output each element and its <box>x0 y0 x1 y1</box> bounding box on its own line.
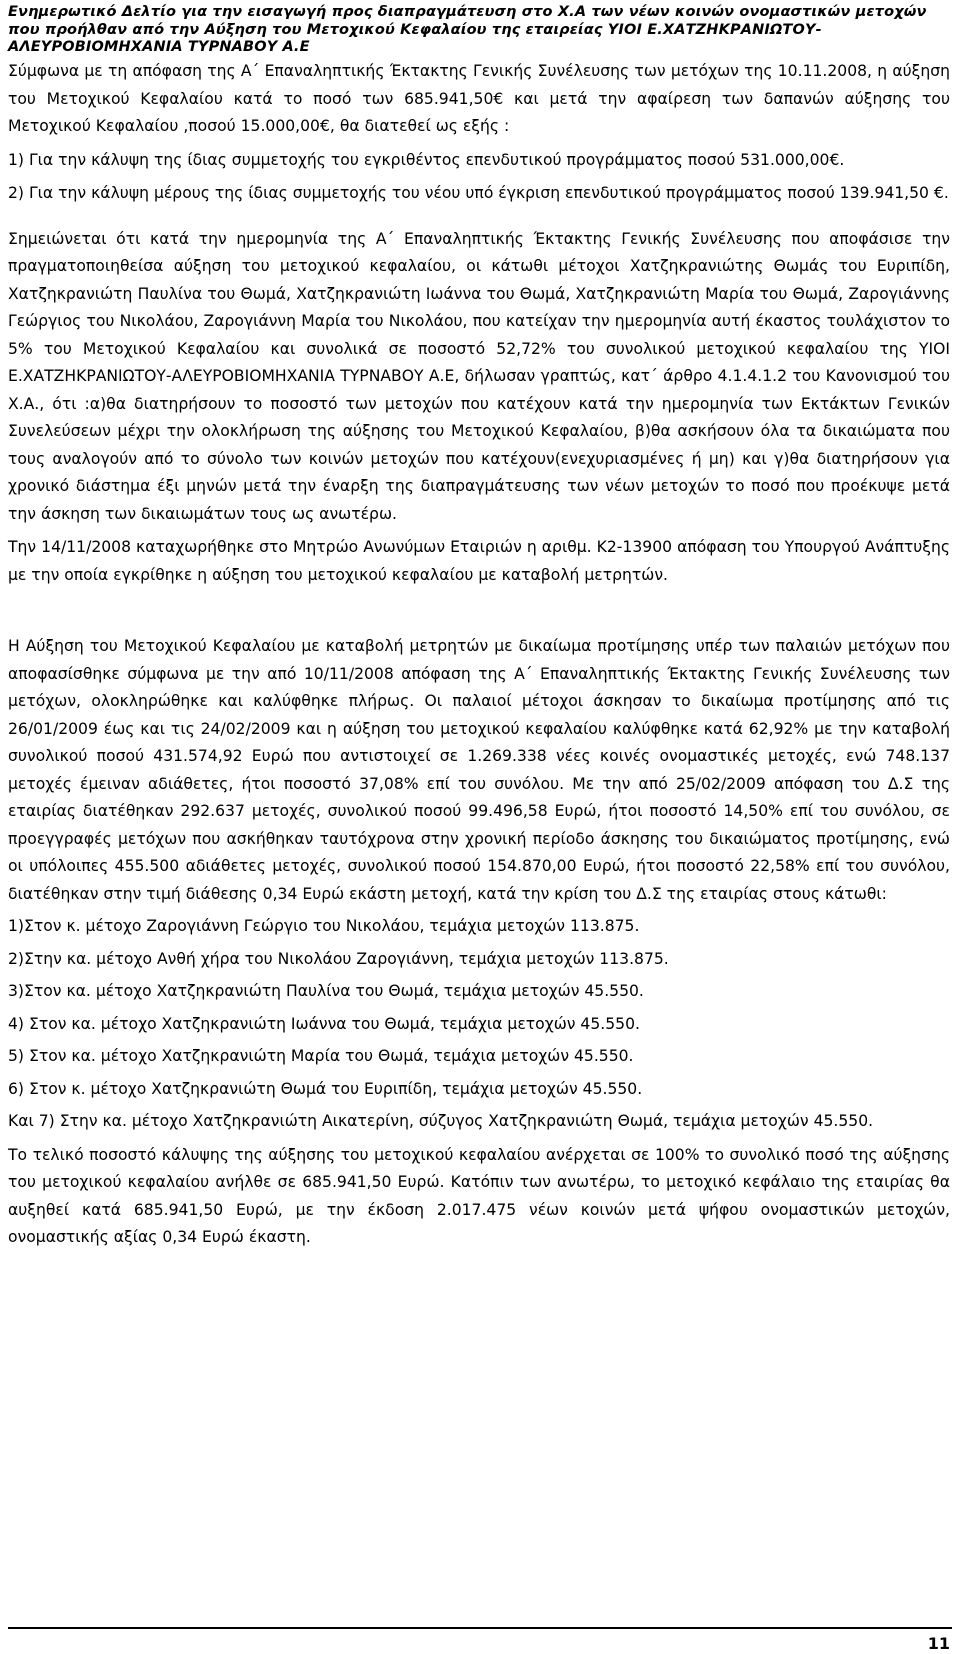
footer-divider <box>8 1627 952 1629</box>
list-item-allocation-7: Και 7) Στην κα. μέτοχο Χατζηκρανιώτη Αικατερίνη, σύζυγος Χατζηκρανιώτη Θωμά, τεμάχια μετοχών 45.550. <box>8 1112 874 1130</box>
paragraph-registration: Την 14/11/2008 καταχωρήθηκε στο Μητρώο Ανωνύμων Εταιριών η αριθμ. Κ2-13900 απόφαση του Υπουργού Ανάπτυξης με την οποία εγκρίθηκε η αύξηση του μετοχικού κεφαλαίου με καταβολή μετρητών. <box>8 538 950 584</box>
paragraph-capital-increase-use: Σύμφωνα με τη απόφαση της Α΄ Επαναληπτικής Έκτακτης Γενικής Συνέλευσης των μετόχων της 10.11.2008, η αύξηση του Μετοχικού Κεφαλαίου κατά το ποσό των 685.941,50€ και μετά την αφαίρεση των δαπανών αύξησης του Μετοχικού Κεφαλαίου ,ποσού 15.000,00€, θα διατεθεί ως εξής : <box>8 62 950 135</box>
running-header: Ενημερωτικό Δελτίο για την εισαγωγή προς διαπραγμάτευση στο Χ.Α των νέων κοινών ονομαστικών μετοχών που προήλθαν από την Αύξηση του Μετοχικού Κεφαλαίου της εταιρείας ΥΙΟΙ Ε.ΧΑΤΖΗΚΡΑΝΙΩΤΟΥ-ΑΛΕΥΡΟΒΙΟΜΗΧΑΝΙΑ ΤΥΡΝΑΒΟΥ Α.Ε <box>8 4 927 55</box>
page-number: 11 <box>927 1634 950 1653</box>
list-item-allocation-4: 4) Στον κα. μέτοχο Χατζηκρανιώτη Ιωάννα του Θωμά, τεμάχια μετοχών 45.550. <box>8 1014 640 1033</box>
list-item-allocation-5: 5) Στον κα. μέτοχο Χατζηκρανιώτη Μαρία του Θωμά, τεμάχια μετοχών 45.550. <box>8 1047 634 1065</box>
list-item-allocation-2: 2)Στην κα. μέτοχο Ανθή χήρα του Νικολάου Ζαρογιάννη, τεμάχια μετοχών 113.875. <box>8 949 669 968</box>
paragraph-use-item-1: 1) Για την κάλυψη της ίδιας συμμετοχής του εγκριθέντος επενδυτικού προγράμματος ποσού 531.000,00€. <box>8 150 845 169</box>
paragraph-use-item-2: 2) Για την κάλυψη μέρους της ίδιας συμμετοχής του νέου υπό έγκριση επενδυτικού προγράμματος ποσού 139.941,50 €. <box>8 184 949 202</box>
paragraph-shareholders-declaration: Σημειώνεται ότι κατά την ημερομηνία της Α΄ Επαναληπτικής Έκτακτης Γενικής Συνέλευσης που αποφάσισε την πραγματοποιηθείσα αύξηση του μετοχικού κεφαλαίου, οι κάτωθι μέτοχοι Χατζηκρανιώτης Θωμάς του Ευριπίδη, Χατζηκρανιώτη Παυλίνα του Θωμά, Χατζηκρανιώτη Ιωάννα του Θωμά, Χατζηκρανιώτη Μαρία του Θωμά, Ζαρογιάννης Γεώργιος του Νικολάου, Ζαρογιάννη Μαρία του Νικολάου, που κατείχαν την ημερομηνία αυτή έκαστος τουλάχιστον το 5% του Μετοχικού Κεφαλαίου και συνολικά σε ποσοστό 52,72% του συνολικού μετοχικού κεφαλαίου της ΥΙΟΙ Ε.ΧΑΤΖΗΚΡΑΝΙΩΤΟΥ-ΑΛΕΥΡΟΒΙΟΜΗΧΑΝΙΑ ΤΥΡΝΑΒΟΥ Α.Ε, δήλωσαν γραπτώς, κατ΄ άρθρο 4.1.4.1.2 του Κανονισμού του Χ.Α., ότι :α)θα διατηρήσουν το ποσοστό των μετοχών που κατέχουν κατά την ημερομηνία των Εκτάκτων Γενικών Συνελεύσεων μέχρι την ολοκλήρωση της αύξησης του Μετοχικού Κεφαλαίου, β)θα ασκήσουν όλα τα δικαιώματα που τους αναλογούν από το σύνολο των κοινών μετοχών που κατέχουν(ενεχυριασμένες ή μη) και γ)θα διατηρήσουν για χρονικό διάστημα έξι μηνών μετά την έναρξη της διαπραγμάτευσης των νέων μετοχών το ποσό που προέκυψε μετά την άσκηση των δικαιωμάτων τους ως ανωτέρω. <box>8 229 950 523</box>
list-item-allocation-3: 3)Στον κα. μέτοχο Χατζηκρανιώτη Παυλίνα του Θωμά, τεμάχια μετοχών 45.550. <box>8 982 644 1000</box>
list-item-allocation-6: 6) Στον κ. μέτοχο Χατζηκρανιώτη Θωμά του Ευριπίδη, τεμάχια μετοχών 45.550. <box>8 1079 643 1098</box>
list-item-allocation-1: 1)Στον κ. μέτοχο Ζαρογιάννη Γεώργιο του Νικολάου, τεμάχια μετοχών 113.875. <box>8 917 640 935</box>
document-body <box>8 58 950 1252</box>
paragraph-coverage-details: Η Αύξηση του Μετοχικού Κεφαλαίου με καταβολή μετρητών με δικαίωμα προτίμησης υπέρ των παλαιών μετόχων που αποφασίσθηκε σύμφωνα με την από 10/11/2008 απόφαση της Α΄ Επαναληπτικής Έκτακτης Γενικής Συνέλευσης των μετόχων, ολοκληρώθηκε και καλύφθηκε πλήρως. Οι παλαιοί μέτοχοι άσκησαν το δικαίωμα προτίμησης από τις 26/01/2009 έως και τις 24/02/2009 και η αύξηση του μετοχικού κεφαλαίου καλύφθηκε κατά 62,92% με την καταβολή συνολικού ποσού 431.574,92 Ευρώ που αντιστοιχεί σε 1.269.338 νέες κοινές ονομαστικές μετοχές, ενώ 748.137 μετοχές έμειναν αδιάθετες, ήτοι ποσοστό 37,08% επί του συνόλου. Με την από 25/02/2009 απόφαση του Δ.Σ της εταιρίας διατέθηκαν 292.637 μετοχές, συνολικού ποσού 99.496,58 Ευρώ, ήτοι ποσοστό 14,50% επί του συνόλου, σε προεγγραφές μετόχων που ασκήθηκαν ταυτόχρονα στην χρονική περίοδο άσκησης του δικαιώματος προτίμησης, ενώ οι υπόλοιπες 455.500 αδιάθετες μετοχές, συνολικού ποσού 154.870,00 Ευρώ, ήτοι ποσοστό 22,58% επί του συνόλου, διατέθηκαν στην τιμή διάθεσης 0,34 Ευρώ εκάστη μετοχή, κατά την κρίση του Δ.Σ της εταιρίας στους κάτωθι: <box>8 637 950 903</box>
paragraph-final-coverage: Το τελικό ποσοστό κάλυψης της αύξησης του μετοχικού κεφαλαίου ανέρχεται σε 100% το συνολικό ποσό της αύξησης του μετοχικού κεφαλαίου ανήλθε σε 685.941,50 Ευρώ. Κατόπιν των ανωτέρω, το μετοχικό κεφάλαιο της εταιρίας θα αυξηθεί κατά 685.941,50 Ευρώ, με την έκδοση 2.017.475 νέων κοινών μετά ψήφου ονομαστικών μετοχών, ονομαστικής αξίας 0,34 Ευρώ έκαστη. <box>8 1145 950 1246</box>
